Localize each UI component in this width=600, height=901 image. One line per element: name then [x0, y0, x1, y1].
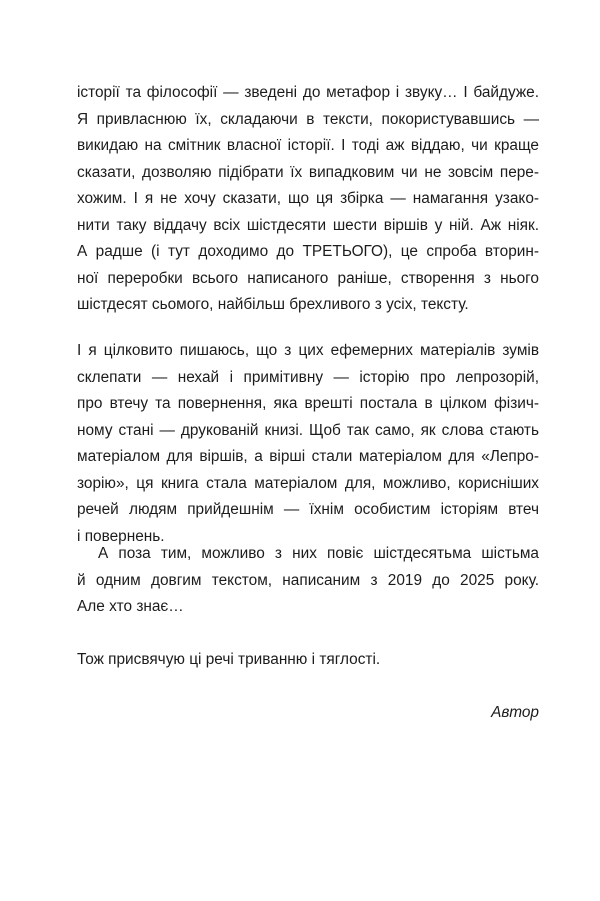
text-line: А радше (і тут доходимо до ТРЕТЬОГО), це спроба вторин- [77, 243, 539, 260]
text-line: і повернень. [77, 527, 165, 545]
text-line: склепати — нехай і примітивну — історію про лепрозорій, [77, 368, 539, 386]
text-line: А поза тим, можливо з них повіє шістдесятьма шістьма [98, 545, 539, 562]
text-line: ному стані — друкованій книзі. Щоб так само, як слова стають [77, 421, 539, 439]
text-line: Я привласнюю їх, складаючи в тексти, покористувавшись — [77, 110, 539, 128]
text-line: історії та філософії — зведені до метафор і звуку… І байдуже. [77, 84, 539, 101]
text-line: сказати, дозволяю підібрати їх випадковим чи не зовсім пере- [77, 163, 539, 181]
text-line: речей людям прийдешнім — їхнім особистим історіям втеч [77, 501, 539, 518]
paragraph-3 [77, 541, 539, 621]
paragraph-2 [77, 338, 539, 550]
paragraph-1 [77, 80, 539, 319]
paragraph-4 [77, 647, 539, 674]
text-line: Тож присвячую ці речі триванню і тяглості. [77, 651, 381, 668]
text-line: хожим. І я не хочу сказати, що ця збірка — намагання узако- [77, 190, 539, 207]
text-line: І я цілковито пишаюсь, що з цих ефемерних матеріалів зумів [77, 342, 539, 359]
text-line: викидаю на смітник власної історії. І тоді аж віддаю, чи краще [77, 137, 539, 154]
text-line: Але хто знає… [77, 598, 184, 615]
author-signature: Автор [491, 704, 539, 721]
text-line: про втечу та повернення, яка врешті постала в цілком фізич- [77, 395, 539, 412]
text-line: матеріалом для віршів, а вірші стали матеріалом для «Лепро- [77, 448, 539, 465]
text-line: нити таку віддачу всіх шістдесяти шести віршів у ній. Аж ніяк. [77, 216, 539, 234]
text-line: ної переробки всього написаного раніше, створення з нього [77, 269, 539, 287]
text-line: зорію», ця книга стала матеріалом для, можливо, корисніших [77, 474, 539, 492]
text-line: й одним довгим текстом, написаним з 2019 до 2025 року. [77, 571, 539, 589]
text-line: шістдесят сьомого, найбільш брехливого з усіх, тексту. [77, 296, 469, 313]
